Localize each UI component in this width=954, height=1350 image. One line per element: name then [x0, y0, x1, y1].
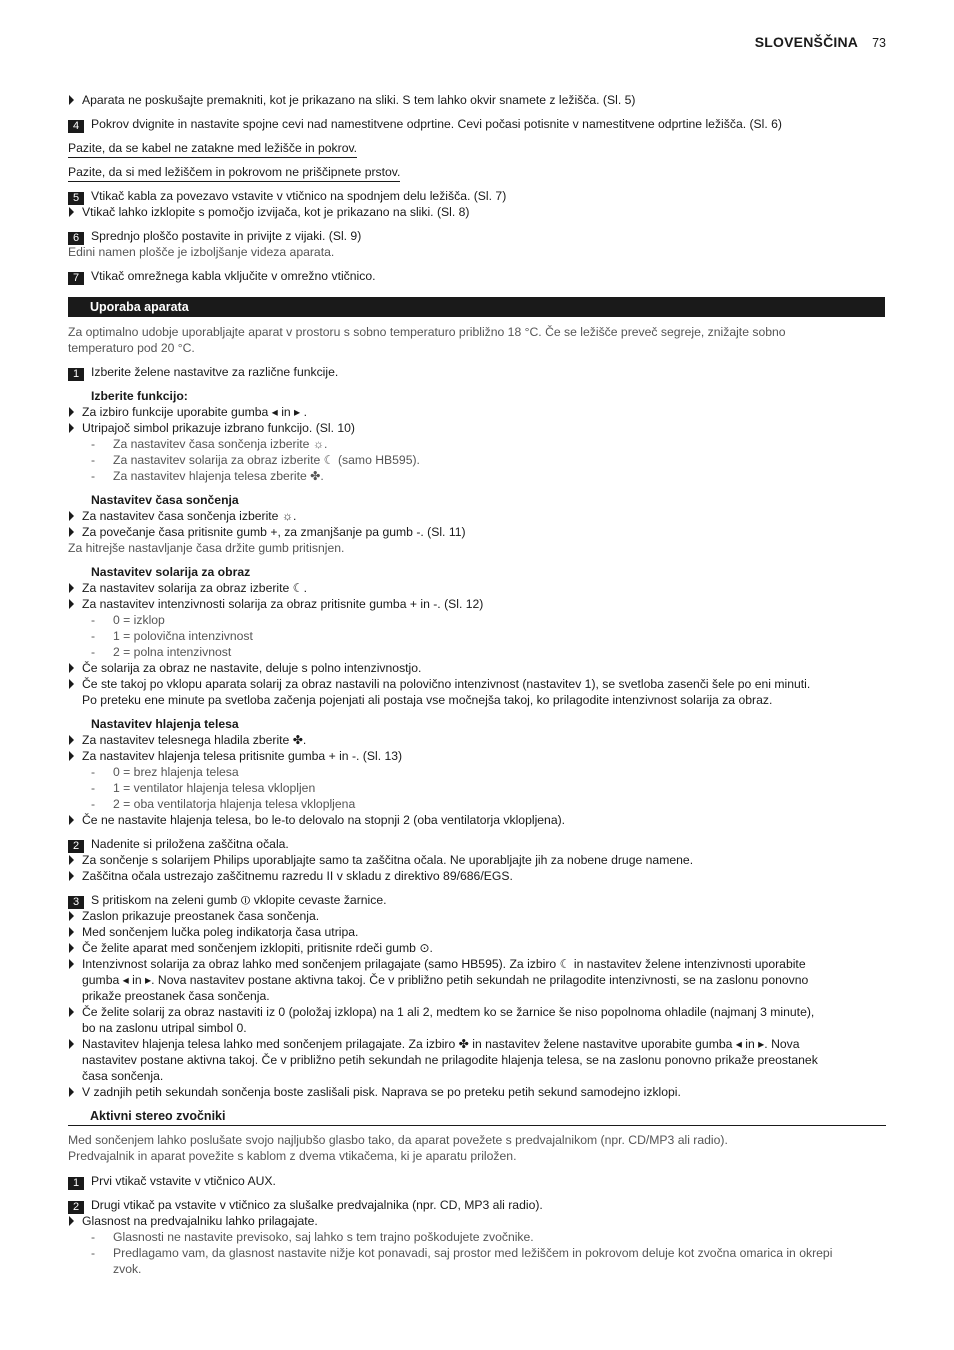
bullet-cooling-default: Če ne nastavite hlajenja telesa, bo le-to delovalo na stopnji 2 (oba ventilatorja vklopljena).: [68, 812, 900, 828]
bullet-goggles-class: Zaščitna očala ustrezajo zaščitnemu razredu II v skladu z direktivo 89/686/EGS.: [68, 868, 900, 884]
step-4: [68, 116, 886, 133]
step-number: 2: [68, 1201, 84, 1214]
dash-face-0: - 0 = izklop: [91, 612, 908, 628]
subheading-select-function: Izberite funkcijo:: [91, 389, 188, 403]
bullet-lamps-cooling-2: bo na zaslonu utripal simbol 0.: [82, 1021, 247, 1035]
dash-face-2: - 2 = polna intenzivnost: [91, 644, 908, 660]
step-text: Prvi vtikač vstavite v vtičnico AUX.: [91, 1174, 276, 1188]
bullet-lamps-cooling-1: Če želite solarij za obraz nastaviti iz 0 (položaj izklopa) na 1 ali 2, medtem ko se žarnice še niso popolnoma ohladile (najmanj 3 minute),: [68, 1004, 900, 1020]
step-number: 3: [68, 896, 84, 909]
intro-line-1: Za optimalno udobje uporabljajte aparat v prostoru s sobno temperaturo približno 18 °C. Če se ležišče preveč segreje, znižajte sobno: [68, 325, 786, 339]
bullet-face-dimming-2: Po preteku ene minute pa svetloba začenja pojenjati ali postaja vse močnejša takoj, ko prilagodite intenzivnost solarija za obraz.: [82, 693, 773, 707]
dash-body-cooling: - Za nastavitev hlajenja telesa zberite ✤.: [91, 468, 908, 484]
step-text: Sprednjo ploščo postavite in privijte z vijaki. (Sl. 9): [91, 229, 362, 243]
subheading-tan-time: Nastavitev časa sončenja: [91, 493, 239, 507]
bullet-adjust-tan-time: Za povečanje časa pritisnite gumb +, za zmanjšanje pa gumb -. (Sl. 11): [68, 524, 900, 540]
bullet-indicator-blinks: Med sončenjem lučka poleg indikatorja časa utripa.: [68, 924, 900, 940]
dash-cool-1: - 1 = ventilator hlajenja telesa vklopljen: [91, 780, 908, 796]
bullet-cool-during-2: nastavitev postane aktivna takoj. Če v približno petih sekundah ne prilagodite hlajenja telesa, se na zaslonu ponovno prikaže preostanek: [82, 1053, 818, 1067]
bullet-face-during-1: Intenzivnost solarija za obraz lahko med sončenjem prilagajate (samo HB595). Za izbiro ☾ in nastavitev želene intenzivnosti uporabite: [68, 956, 900, 972]
bullet-goggles-only: Za sončenje s solarijem Philips uporabljajte samo ta zaščitna očala. Ne uporabljajte jih za nobene druge namene.: [68, 852, 900, 868]
bullet-face-dimming-1: Če ste takoj po vklopu aparata solarij za obraz nastavili na polovično intenzivnost (nastavitev 1), se svetloba zasenči šele po eni minuti.: [68, 676, 900, 692]
bullet-display-remaining: Zaslon prikazuje preostanek časa sončenja.: [68, 908, 900, 924]
subheading-body-cooling: Nastavitev hlajenja telesa: [91, 717, 239, 731]
bullet-red-button: Če želite aparat med sončenjem izklopiti, pritisnite rdeči gumb ⊙.: [68, 940, 900, 956]
language-label: SLOVENŠČINA: [754, 34, 859, 50]
dash-volume-lower-1: - Predlagamo vam, da glasnost nastavite nižje kot ponavadi, saj prostor med ležiščem in pokrovom deluje kot zvočna omarica in okrepi: [91, 1245, 908, 1261]
step-6: [68, 228, 886, 245]
usage-step-1: [68, 364, 886, 381]
step-7: [68, 268, 886, 285]
dash-face-1: - 1 = polovična intenzivnost: [91, 628, 908, 644]
bullet-beep: V zadnjih petih sekundah sončenja boste zaslišali pisk. Naprava se po preteku petih sekund samodejno izklopi.: [68, 1084, 900, 1100]
bullet-move-warning: Aparata ne poskušajte premakniti, kot je prikazano na sliki. S tem lahko okvir snamete z ležišča. (Sl. 5): [68, 92, 900, 108]
step-text: Pokrov dvignite in nastavite spojne cevi nad namestitvene odprtine. Cevi počasi potisnite v namestitvene odprtine ležišča. (Sl. 6): [91, 117, 782, 131]
bullet-blinking-symbol: Utripajoč simbol prikazuje izbrano funkcijo. (Sl. 10): [68, 420, 900, 436]
step-number: 5: [68, 192, 84, 205]
bullet-select-tan-time: Za nastavitev časa sončenja izberite ☼.: [68, 508, 900, 524]
step-5: [68, 188, 886, 205]
step-text: Nadenite si priložena zaščitna očala.: [91, 837, 289, 851]
page-header: [755, 34, 886, 50]
dash-cool-0: - 0 = brez hlajenja telesa: [91, 764, 908, 780]
step-number: 4: [68, 120, 84, 133]
bullet-cool-during-1: Nastavitev hlajenja telesa lahko med sončenjem prilagajate. Za izbiro ✤ in nastavitev želene nastavitve uporabite gumba ◂ in ▸. Nova: [68, 1036, 900, 1052]
bullet-select-face: Za nastavitev solarija za obraz izberite ☾.: [68, 580, 900, 596]
step-text: S pritiskom na zeleni gumb ⏼ vklopite cevaste žarnice.: [91, 893, 387, 907]
intro-line-2: temperaturo pod 20 °C.: [68, 341, 195, 355]
dash-face-tanner: - Za nastavitev solarija za obraz izberite ☾ (samo HB595).: [91, 452, 908, 468]
step-text: Drugi vtikač pa vstavite v vtičnico za slušalke predvajalnika (npr. CD, MP3 ali radio).: [91, 1198, 543, 1212]
bullet-cooling-adjust: Za nastavitev hlajenja telesa pritisnite gumba + in -. (Sl. 13): [68, 748, 900, 764]
step-number: 1: [68, 1177, 84, 1190]
bullet-volume: Glasnost na predvajalniku lahko prilagajate.: [68, 1213, 900, 1229]
subheading-face-tanner: Nastavitev solarija za obraz: [91, 565, 251, 579]
step-text: Vtikač kabla za povezavo vstavite v vtičnico na spodnjem delu ležišča. (Sl. 7): [91, 189, 507, 203]
speakers-intro-2: Predvajalnik in aparat povežite s kablom z dvema vtikačema, ki je aparatu priložen.: [68, 1149, 517, 1163]
bullet-unplug: Vtikač lahko izklopite s pomočjo izvijača, kot je prikazano na sliki. (Sl. 8): [68, 204, 900, 220]
caution-cable: Pazite, da se kabel ne zatakne med ležišče in pokrov.: [68, 140, 886, 156]
bullet-function-buttons: Za izbiro funkcije uporabite gumba ◂ in ▸ .: [68, 404, 900, 420]
page-number: 73: [872, 36, 886, 50]
section-heading-usage: Uporaba aparata: [68, 297, 885, 317]
step-number: 2: [68, 840, 84, 853]
dash-cool-2: - 2 = oba ventilatorja hlajenja telesa vklopljena: [91, 796, 908, 812]
section-heading-speakers: Aktivni stereo zvočniki: [68, 1108, 886, 1126]
speakers-intro-1: Med sončenjem lahko poslušate svojo najljubšo glasbo tako, da aparat povežete s predvajalnikom (npr. CD/MP3 ali radio).: [68, 1133, 728, 1147]
step-number: 7: [68, 272, 84, 285]
bullet-face-during-2: gumba ◂ in ▸. Nova nastavitev postane aktivna takoj. Če v približno petih sekundah ne prilagodite intenzivnosti, se na zaslonu ponovno: [82, 973, 809, 987]
speaker-step-2: [68, 1197, 886, 1214]
bullet-cool-during-3: časa sončenja.: [82, 1069, 164, 1083]
bullet-face-intensity: Za nastavitev intenzivnosti solarija za obraz pritisnite gumba + in -. (Sl. 12): [68, 596, 900, 612]
step-text: Vtikač omrežnega kabla vključite v omrežno vtičnico.: [91, 269, 376, 283]
dash-tan-time: - Za nastavitev časa sončenja izberite ☼.: [91, 436, 908, 452]
step-number: 1: [68, 368, 84, 381]
usage-step-2: [68, 836, 886, 853]
bullet-face-default: Če solarija za obraz ne nastavite, deluje s polno intenzivnostjo.: [68, 660, 900, 676]
caution-fingers: Pazite, da si med ležiščem in pokrovom ne priščipnete prstov.: [68, 164, 886, 180]
note-front-panel: Edini namen plošče je izboljšanje videza aparata.: [68, 245, 335, 259]
speaker-step-1: [68, 1173, 886, 1190]
bullet-select-cooling: Za nastavitev telesnega hladila zberite ✤.: [68, 732, 900, 748]
note-hold-button: Za hitrejše nastavljanje časa držite gumb pritisnjen.: [68, 541, 345, 555]
usage-step-3: [68, 892, 886, 909]
step-text: Izberite želene nastavitve za različne funkcije.: [91, 365, 339, 379]
dash-volume-high: - Glasnosti ne nastavite previsoko, saj lahko s tem trajno poškodujete zvočnike.: [91, 1229, 908, 1245]
dash-volume-lower-2: zvok.: [113, 1262, 142, 1276]
bullet-face-during-3: prikaže preostanek časa sončenja.: [82, 989, 270, 1003]
step-number: 6: [68, 232, 84, 245]
